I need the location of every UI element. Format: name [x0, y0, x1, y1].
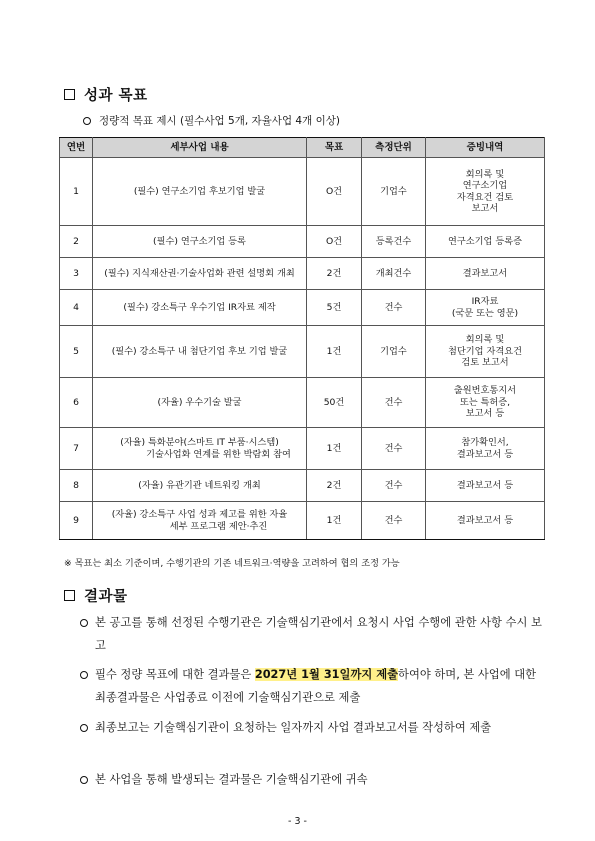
table-row	[60, 428, 545, 470]
evidence-line: 결과보고서	[462, 267, 508, 279]
row-number-cell: 2	[60, 226, 93, 258]
checkbox-square-icon	[64, 89, 75, 100]
unit-cell: 건수	[362, 428, 426, 470]
evidence-line: 검토 보고서	[461, 357, 509, 369]
evidence-line: 보고서 등	[465, 408, 505, 420]
evidence-line: 또는 특허증,	[459, 396, 511, 408]
unit-cell: 건수	[362, 290, 426, 326]
evidence-line: 결과보고서 등	[456, 479, 514, 491]
content-cell	[93, 290, 307, 326]
table-header-row	[60, 138, 545, 158]
bullet-text-part: 필수 정량 목표에 대한 결과물은	[95, 668, 255, 681]
evidence-line: 결과보고서 등	[456, 514, 514, 526]
evidence-line: 출원번호통지서	[453, 385, 517, 397]
unit-cell: 개최건수	[362, 258, 426, 290]
highlighted-deadline: 2027년 1월 31일까지 제출	[254, 668, 399, 681]
header-cell: 목표	[307, 138, 362, 158]
table-row	[60, 470, 545, 502]
target-cell: O건	[307, 158, 362, 226]
target-cell: O건	[307, 226, 362, 258]
evidence-cell	[426, 428, 545, 470]
bullet-text	[80, 663, 550, 709]
row-number-cell: 8	[60, 470, 93, 502]
bullet-text: 본 공고를 통해 선정된 수행기관은 기술핵심기관에서 요청시 사업 수행에 관한 사항 수시 보고	[95, 616, 542, 652]
target-cell: 2건	[307, 470, 362, 502]
evidence-cell	[426, 226, 545, 258]
evidence-line: 보고서	[471, 203, 499, 214]
evidence-line: 회의록 및	[465, 168, 505, 180]
content-line: (필수) 강소특구 우수기업 IR자료 제작	[123, 301, 276, 313]
circle-bullet-icon	[80, 619, 88, 627]
table-footnote: ※ 목표는 최소 기준이며, 수행기관의 기존 네트워크·역량을 고려하여 협의 조정 가능	[64, 558, 400, 569]
table-row	[60, 326, 545, 378]
evidence-line: IR자료	[471, 296, 499, 307]
unit-cell: 기업수	[362, 158, 426, 226]
circle-bullet-icon	[80, 671, 88, 679]
content-line: 기술사업화 연계를 위한 박람회 참여	[146, 448, 291, 460]
table-row	[60, 378, 545, 428]
content-cell	[93, 378, 307, 428]
section-heading-goals	[64, 84, 148, 105]
evidence-cell	[426, 470, 545, 502]
target-cell: 1건	[307, 428, 362, 470]
content-line: (자율) 유관기관 네트워킹 개최	[138, 479, 261, 491]
content-line: (필수) 지식재산권·기술사업화 관련 설명회 개최	[104, 267, 295, 279]
content-line: (필수) 강소특구 내 첨단기업 후보 기업 발굴	[111, 345, 288, 357]
target-cell: 50건	[307, 378, 362, 428]
evidence-line: (국문 또는 영문)	[451, 307, 519, 319]
bullet-text: 최종보고는 기술핵심기관이 요청하는 일자까지 사업 결과보고서를 작성하여 제출	[95, 721, 492, 734]
unit-cell: 등록건수	[362, 226, 426, 258]
content-cell	[93, 226, 307, 258]
evidence-line: 회의록 및	[465, 334, 505, 346]
unit-cell: 건수	[362, 470, 426, 502]
content-cell	[93, 258, 307, 290]
target-cell: 1건	[307, 326, 362, 378]
row-number-cell: 7	[60, 428, 93, 470]
result-bullet	[80, 768, 550, 791]
intro-line	[83, 113, 340, 128]
row-number-cell: 9	[60, 502, 93, 540]
result-bullet	[80, 611, 550, 657]
section-title: 성과 목표	[84, 88, 148, 104]
circle-bullet-icon	[83, 117, 91, 125]
header-cell: 세부사업 내용	[93, 138, 307, 158]
evidence-cell	[426, 378, 545, 428]
row-number-cell: 3	[60, 258, 93, 290]
table-row	[60, 158, 545, 226]
evidence-line: 연구소기업	[462, 180, 508, 191]
content-cell	[93, 470, 307, 502]
content-line: 세부 프로그램 제안·추진	[169, 520, 268, 532]
unit-cell: 건수	[362, 502, 426, 540]
evidence-line: 자격요건 검토	[456, 191, 514, 203]
header-cell: 연번	[60, 138, 93, 158]
intro-text: 정량적 목표 제시 (필수사업 5개, 자율사업 4개 이상)	[99, 115, 340, 127]
evidence-cell	[426, 502, 545, 540]
table-row	[60, 258, 545, 290]
checkbox-square-icon	[64, 590, 75, 601]
goals-table	[59, 137, 545, 540]
evidence-cell	[426, 326, 545, 378]
evidence-cell	[426, 290, 545, 326]
table-row	[60, 502, 545, 540]
content-cell	[93, 428, 307, 470]
content-line: (자율) 우수기술 발굴	[157, 396, 242, 408]
row-number-cell: 1	[60, 158, 93, 226]
bullet-text-part: 하여야 하며, 본 사업에 대한 최종결과물은 사업종료 이전에 기술핵심기관으로 제출	[95, 668, 537, 704]
circle-bullet-icon	[80, 776, 88, 784]
row-number-cell: 6	[60, 378, 93, 428]
table-row	[60, 290, 545, 326]
section-title: 결과물	[84, 589, 128, 605]
evidence-cell	[426, 258, 545, 290]
header-cell: 증빙내역	[426, 138, 545, 158]
evidence-line: 연구소기업 등록증	[448, 235, 522, 247]
bullet-text: 본 사업을 통해 발생되는 결과물은 기술핵심기관에 귀속	[95, 773, 368, 786]
circle-bullet-icon	[80, 724, 88, 732]
header-cell: 측정단위	[362, 138, 426, 158]
evidence-cell	[426, 158, 545, 226]
target-cell: 1건	[307, 502, 362, 540]
result-bullet	[80, 663, 550, 709]
content-cell	[93, 158, 307, 226]
section-heading-results	[64, 585, 128, 606]
content-line: (자율) 강소특구 사업 성과 제고를 위한 자율	[111, 509, 288, 520]
result-bullet	[80, 716, 550, 739]
content-line: (필수) 연구소기업 후보기업 발굴	[133, 185, 266, 197]
table-row	[60, 226, 545, 258]
target-cell: 2건	[307, 258, 362, 290]
unit-cell: 기업수	[362, 326, 426, 378]
content-line: (자율) 특화분야(스마트 IT 부품·시스템)	[120, 437, 279, 448]
content-cell	[93, 502, 307, 540]
evidence-line: 결과보고서 등	[456, 448, 514, 460]
page-number: - 3 -	[288, 816, 307, 827]
content-line: (필수) 연구소기업 등록	[153, 235, 246, 247]
evidence-line: 참가확인서,	[461, 437, 509, 448]
target-cell: 5건	[307, 290, 362, 326]
content-cell	[93, 326, 307, 378]
row-number-cell: 4	[60, 290, 93, 326]
row-number-cell: 5	[60, 326, 93, 378]
unit-cell: 건수	[362, 378, 426, 428]
evidence-line: 첨단기업 자격요건	[448, 345, 522, 357]
